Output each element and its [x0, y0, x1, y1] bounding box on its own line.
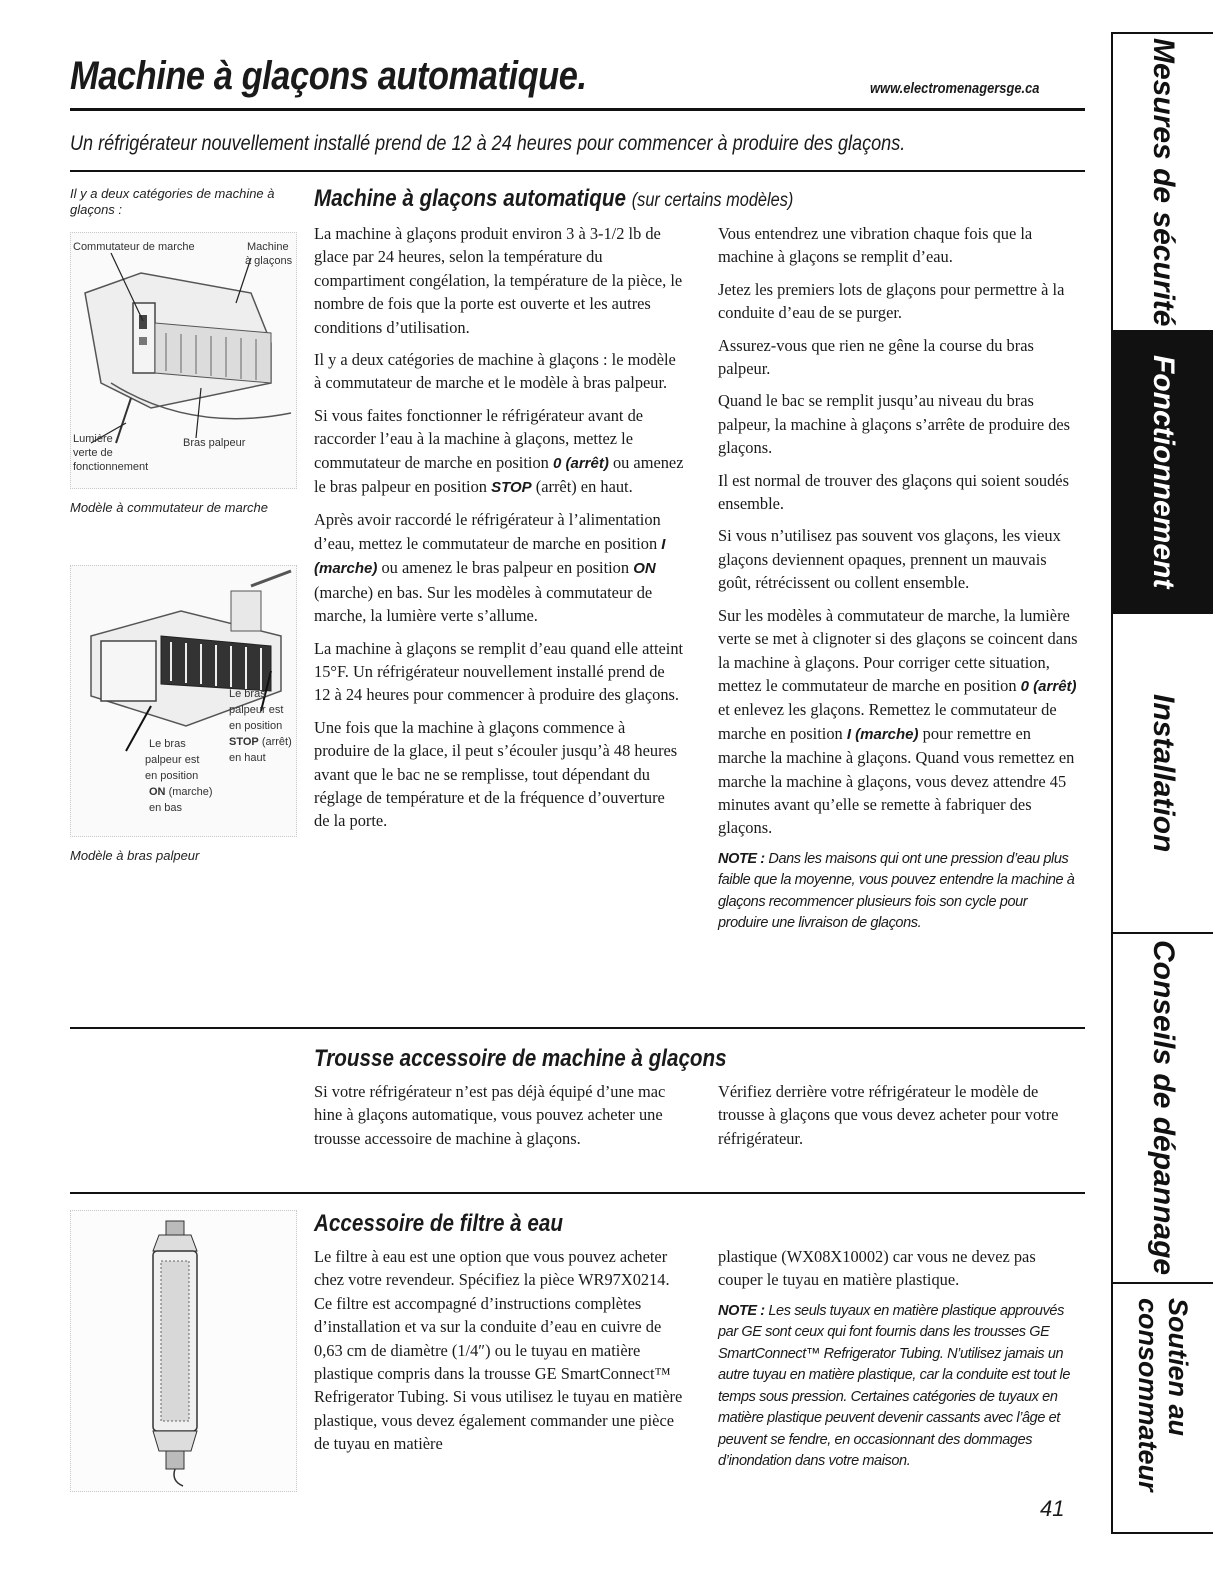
figure-arm-model: [70, 565, 297, 837]
s1c2-p2: Jetez les premiers lots de glaçons pour permettre à la conduite d’eau de se purger.: [718, 279, 1065, 323]
note-label: NOTE :: [718, 850, 765, 867]
tab-mesures-securite[interactable]: [1111, 32, 1213, 330]
s1c1-p6: Une fois que la machine à glaçons commence à produire de la glace, il peut s’écouler jusqu’à 48 heures avant que le bac ne se remplisse, tout dépendant du réglage de température et de la fréquence d’ouverture de la porte.: [314, 717, 678, 831]
s2c2-p1: Vérifiez derrière votre réfrigérateur le modèle de trousse à glaçons que vous devez acheter pour votre réfrigérateur.: [718, 1082, 1059, 1148]
kw-on: ON: [633, 560, 656, 578]
website-link[interactable]: www.electromenagersge.ca: [870, 80, 1040, 97]
section2-title: Trousse accessoire de machine à glaçons: [314, 1045, 727, 1072]
tab-label: Fonctionnement: [1147, 355, 1180, 589]
section3-title: Accessoire de filtre à eau: [314, 1210, 563, 1237]
arm-on-4-rest: (marche): [168, 786, 213, 798]
s1c1-p1: La machine à glaçons produit environ 3 à 3-1/2 lb de glace par 24 heures, selon la température du compartiment congélation, la température de la pièce, le nombre de fois que la porte est ouverte et les autres conditions d’utilisation.: [314, 224, 683, 337]
section1-rule: [70, 1027, 1085, 1029]
tab-soutien-consommateur[interactable]: [1111, 1282, 1213, 1534]
fig1-caption: Modèle à commutateur de marche: [70, 500, 268, 515]
page-number: 41: [1040, 1496, 1065, 1521]
arm-on-3: en position: [145, 770, 199, 782]
tab-label: Conseils de dépannage: [1147, 940, 1180, 1276]
s2c1-p1: Si votre réfrigérateur n’est pas déjà équipé d’une mac hine à glaçons automatique, vous pouvez acheter une trousse accessoire de machine à glaçons.: [314, 1082, 666, 1148]
arm-stop-4-bold: STOP: [229, 736, 259, 748]
arm-stop-2: palpeur est: [229, 704, 284, 716]
s3c1-p1: Le filtre à eau est une option que vous pouvez acheter chez votre revendeur. Spécifiez la pièce WR97X0214. Ce filtre est accompagné d’instructions complètes d’installation et va sur la conduite d’eau en cuivre de 0,63 cm de diamètre (1/4″) ou le tuyau en matière plastique compris dans la trousse GE SmartConnect™ Refrigerator Tubing. Si vous utilisez le tuyau en matière plastique, vous devez également commander une pièce de tuyau en matière: [314, 1247, 683, 1454]
note3-label: NOTE :: [718, 1302, 765, 1319]
s1c2-p6: Si vous n’utilisez pas souvent vos glaçons, les vieux glaçons deviennent opaques, prennent un mauvais goût, rétrécissent ou collent ensemble.: [718, 526, 1061, 593]
section2-rule: [70, 1192, 1085, 1194]
section1-title-note: (sur certains modèles): [631, 190, 794, 211]
section2-col1: [314, 1080, 684, 1159]
label-switch: Commutateur de marche: [73, 241, 195, 253]
s1c2-p7: Sur les modèles à commutateur de marche, la lumière verte se met à clignoter si des glaçons se coincent dans la machine à glaçons. Pour corriger cette situation, mettez le commutateur de marche en position 0 (arrêt) et enlevez les glaçons. Remettez le commutateur de marche en position I (marche) pour remettre en marche la machine à glaçons. Quand vous remettez en marche la machine à glaçons, vous devez attendre 45 minutes avant qu’elle se remette à fabriquer des glaçons.: [718, 605, 1078, 838]
header-rule: [70, 108, 1085, 111]
section1-note: [718, 849, 1080, 935]
s1c2-p4: Quand le bac se remplit jusqu’au niveau du bras palpeur, la machine à glaçons s’arrête de produire des glaçons.: [718, 391, 1071, 458]
label-light-2: verte de: [73, 447, 113, 459]
tab-label: Soutien au consommateur: [1133, 1298, 1193, 1492]
s1c1-p2: Il y a deux catégories de machine à glaçons : le modèle à commutateur de marche et le modèle à bras palpeur.: [314, 350, 676, 393]
page-title: Machine à glaçons automatique.: [70, 54, 587, 98]
arm-stop-4: [229, 736, 292, 748]
kw-off-2: 0 (arrêt): [1020, 677, 1077, 695]
side-tabs: [1111, 32, 1213, 1530]
section3-note: [718, 1301, 1080, 1473]
section1-title: [314, 185, 793, 213]
s1c2-p3: Assurez-vous que rien ne gêne la course du bras palpeur.: [718, 335, 1034, 379]
arm-on-1: Le bras: [149, 738, 186, 750]
arm-on-4: [149, 786, 213, 798]
s1c1-p3: Si vous faites fonctionner le réfrigérateur avant de raccorder l’eau à la machine à glaçons, mettez le commutateur de marche en position 0 (arrêt) ou amenez le bras palpeur en position STOP (arrêt) en haut.: [314, 405, 684, 497]
label-machine-1: Machine: [247, 241, 289, 253]
section1-title-text: Machine à glaçons automatique: [314, 185, 626, 212]
fig2-caption: Modèle à bras palpeur: [70, 848, 200, 863]
section1-col1: [314, 222, 684, 842]
s1c2-p5: Il est normal de trouver des glaçons qui soient soudés ensemble.: [718, 470, 1069, 514]
arm-on-5: en bas: [149, 802, 183, 814]
types-note: Il y a deux catégories de machine à glaçons :: [70, 186, 275, 217]
label-arm: Bras palpeur: [183, 437, 246, 449]
label-light-3: fonctionnement: [73, 461, 149, 473]
arm-stop-4-rest: (arrêt): [261, 736, 292, 748]
section2-col2: [718, 1080, 1080, 1159]
tab-conseils-depannage[interactable]: [1111, 932, 1213, 1282]
arm-stop-5: en haut: [229, 752, 266, 764]
intro-rule: [70, 170, 1085, 172]
section3-col2: [718, 1245, 1080, 1473]
arm-on-2: palpeur est: [145, 754, 200, 766]
kw-off: 0 (arrêt): [552, 454, 609, 472]
label-light-1: Lumière: [73, 433, 113, 445]
s1c1-p4: Après avoir raccordé le réfrigérateur à l’alimentation d’eau, mettez le commutateur de marche en position I (marche) ou amenez le bras palpeur en position ON (marche) en bas. Sur les modèles à commutateur de marche, la lumière verte s’allume.: [314, 510, 666, 626]
arm-stop-3: en position: [229, 720, 283, 732]
tab-installation[interactable]: [1111, 612, 1213, 932]
kw-on-2: I (marche): [846, 725, 919, 743]
note-text: Dans les maisons qui ont une pression d’eau plus faible que la moyenne, vous pouvez entendre la machine à glaçons recommencer plusieurs fois son cycle pour produire une livraison de glaçons.: [718, 850, 1075, 932]
s1c1-p5: La machine à glaçons se remplit d’eau quand elle atteint 15°F. Un réfrigérateur nouvellement installé prend de 12 à 24 heures pour commencer à produire des glaçons.: [314, 638, 684, 705]
section3-col1: [314, 1245, 684, 1465]
tab-label: Mesures de sécurité: [1147, 37, 1180, 327]
kw-on-switch: I (marche): [314, 535, 666, 578]
note3-text: Les seuls tuyaux en matière plastique approuvés par GE sont ceux qui font fournis dans les trousses GE SmartConnect™ Refrigerator Tubing. N’utilisez jamais un autre tuyau en matière plastique, car la conduite est tout le temps sous pression. Certaines catégories de tuyaux en matière plastique peuvent devenir cassants avec l’âge et peuvent se fendre, en occasionnant des dommages d’inondation dans votre maison.: [718, 1302, 1071, 1470]
figure-water-filter: [70, 1210, 297, 1492]
arm-on-4-bold: ON: [149, 786, 166, 798]
water-filter-illustration: [71, 1211, 296, 1491]
section1-col2: [718, 222, 1080, 935]
s1c2-p1: Vous entendrez une vibration chaque fois que la machine à glaçons se remplit d’eau.: [718, 224, 1033, 267]
kw-stop: STOP: [491, 479, 532, 497]
arm-stop-1: Le bras: [229, 688, 266, 700]
intro-text: Un réfrigérateur nouvellement installé prend de 12 à 24 heures pour commencer à produire des glaçons.: [70, 132, 906, 155]
s3c2-p1: plastique (WX08X10002) car vous ne devez pas couper le tuyau en matière plastique.: [718, 1247, 1036, 1290]
tab-label: Installation: [1147, 693, 1180, 853]
tab-fonctionnement[interactable]: [1111, 330, 1213, 612]
label-machine-2: à glaçons: [245, 255, 293, 267]
figure-switch-model: [70, 232, 297, 489]
